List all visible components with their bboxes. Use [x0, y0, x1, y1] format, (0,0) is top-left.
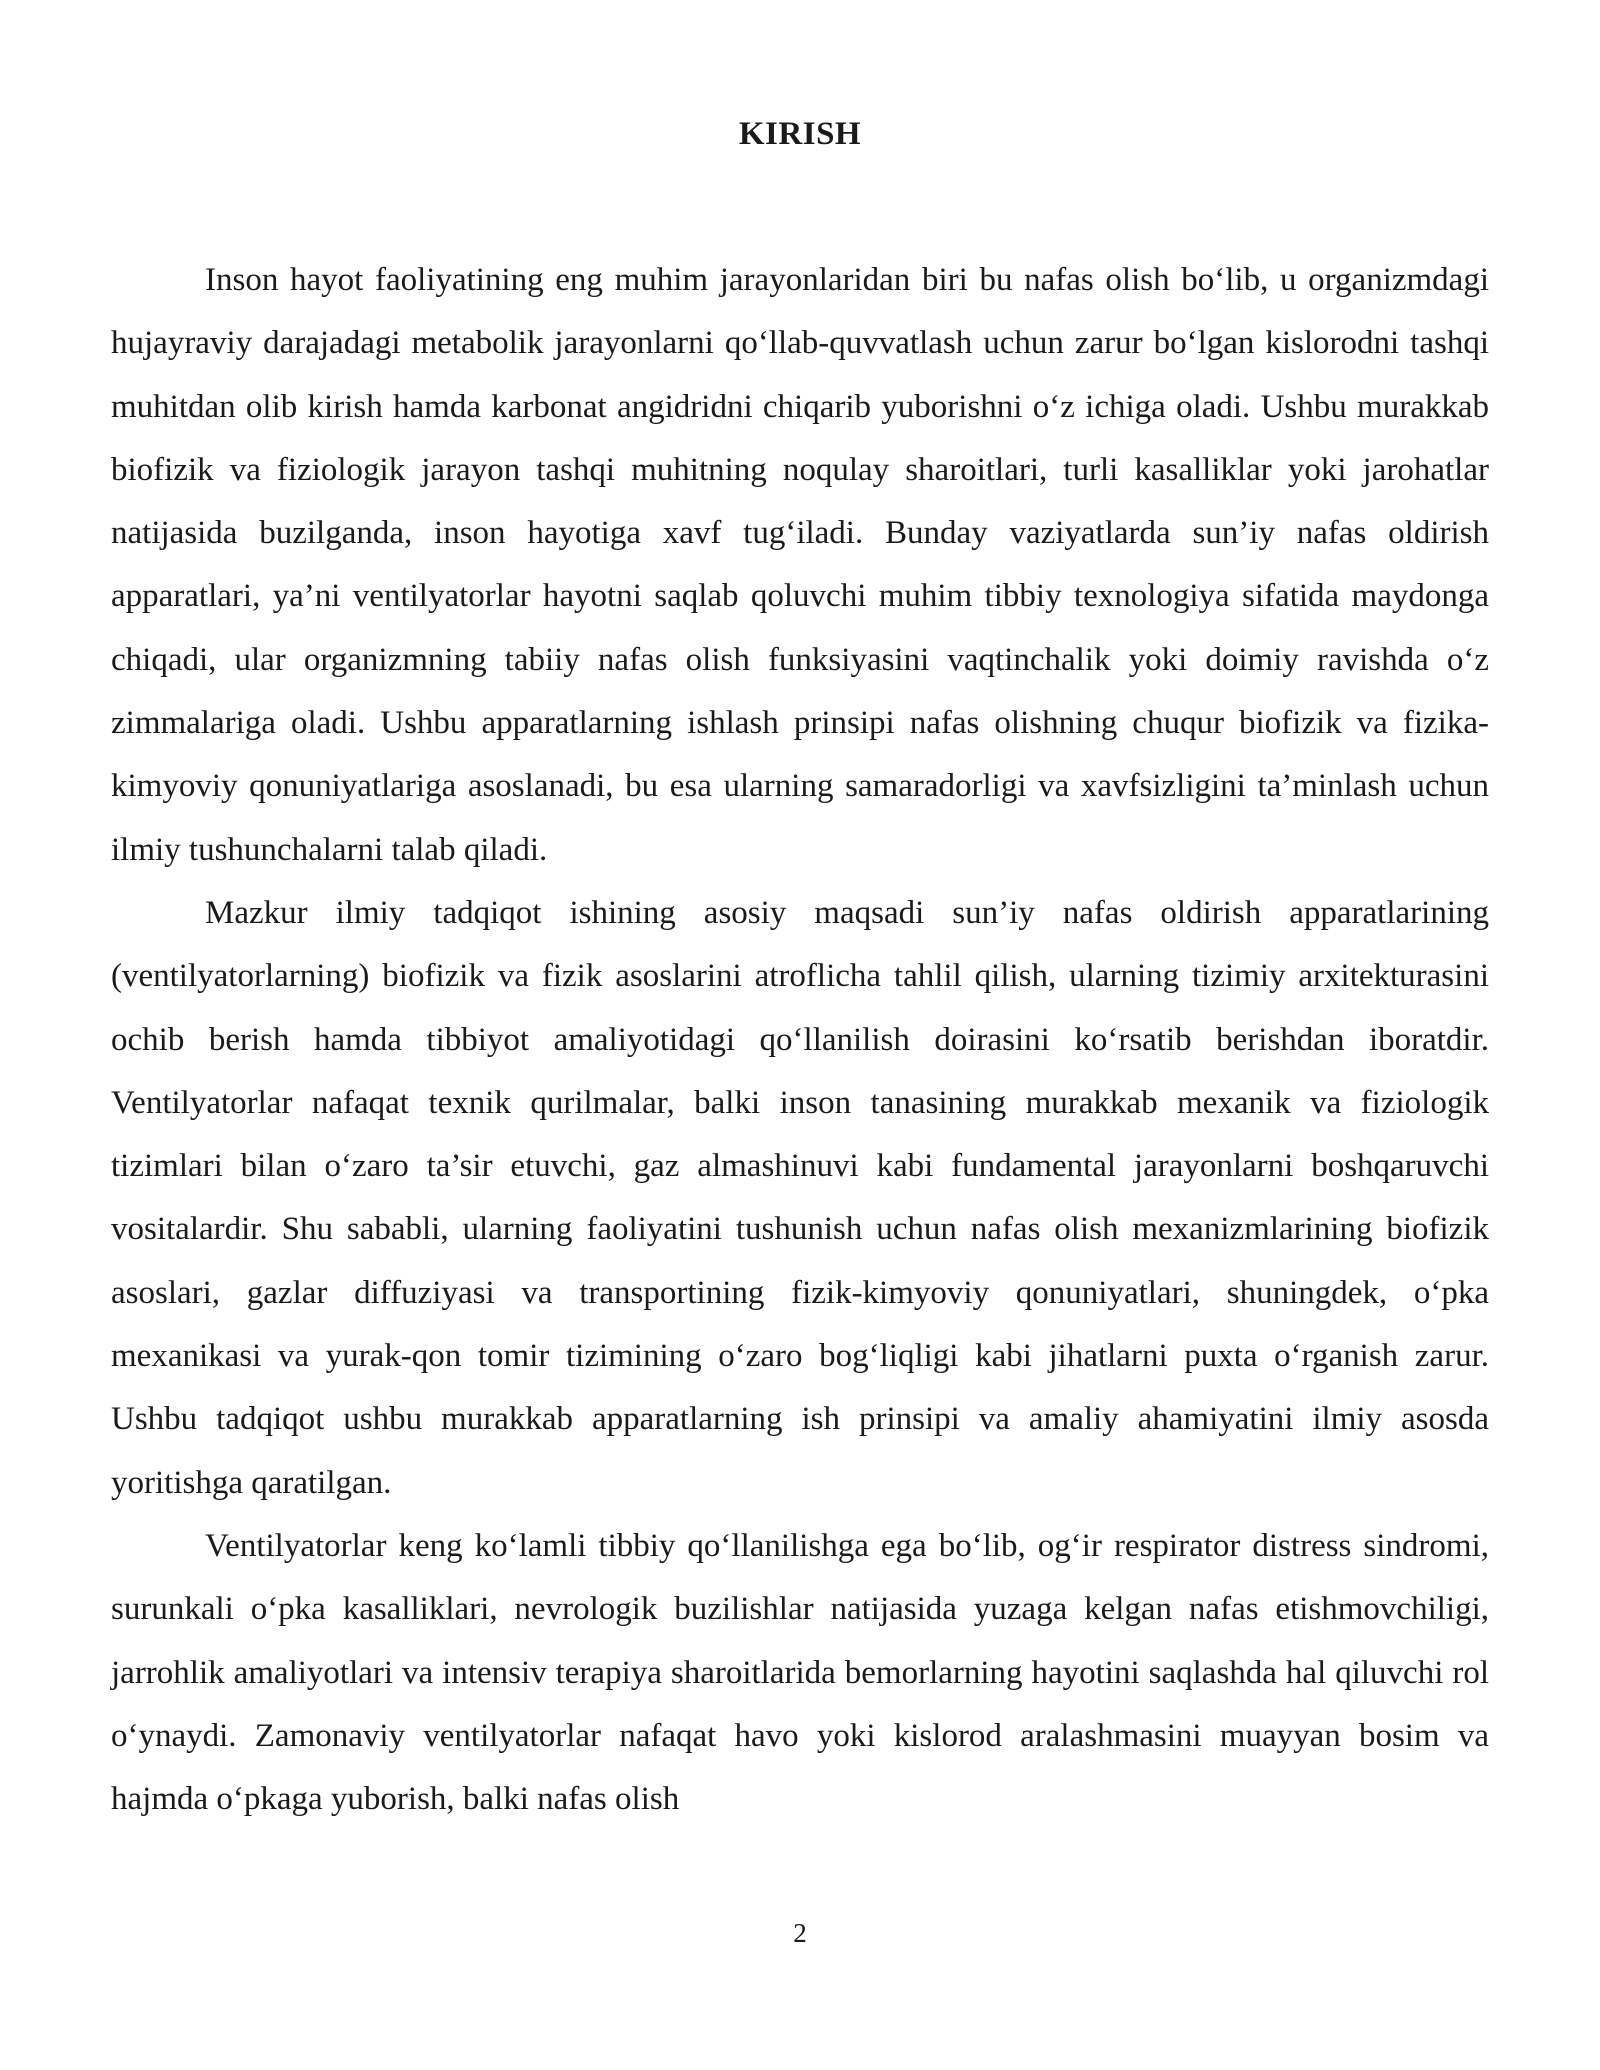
- paragraph-3: Ventilyatorlar keng ko‘lamli tibbiy qo‘llanilishga ega bo‘lib, og‘ir respirator distress sindromi, surunkali o‘pka kasalliklari, nevrologik buzilishlar natijasida yuzaga kelgan nafas etishmovchiligi, jarrohlik amaliyotlari va intensiv terapiya sharoitlarida bemorlarning hayotini saqlashda hal qiluvchi rol o‘ynaydi. Zamonaviy ventilyatorlar nafaqat havo yoki kislorod aralashmasini muayyan bosim va hajmda o‘pkaga yuborish, balki nafas olish: [111, 1527, 1489, 1818]
- paragraph-1: Inson hayot faoliyatining eng muhim jarayonlaridan biri bu nafas olish bo‘lib, u organizmdagi hujayraviy darajadagi metabolik jarayonlarni qo‘llab-quvvatlash uchun zarur bo‘lgan kislorodni tashqi muhitdan olib kirish hamda karbonat angidridni chiqarib yuborishni o‘z ichiga oladi. Ushbu murakkab biofizik va fiziologik jarayon tashqi muhitning noqulay sharoitlari, turli kasalliklar yoki jarohatlar natijasida buzilganda, inson hayotiga xavf tug‘iladi. Bunday vaziyatlarda sun’iy nafas oldirish apparatlari, ya’ni ventilyatorlar hayotni saqlab qoluvchi muhim tibbiy texnologiya sifatida maydonga chiqadi, ular organizmning tabiiy nafas olish funksiyasini vaqtinchalik yoki doimiy ravishda o‘z zimmalariga oladi. Ushbu apparatlarning ishlash prinsipi nafas olishning chuqur biofizik va fizika-kimyoviy qonuniyatlariga asoslanadi, bu esa ularning samaradorligi va xavfsizligini ta’minlash uchun ilmiy tushunchalarni talab qiladi.: [111, 262, 1489, 868]
- body-text: [111, 249, 1489, 1831]
- page-title: KIRISH: [738, 116, 862, 152]
- page-number: 2: [793, 1918, 807, 1948]
- paragraph-2: Mazkur ilmiy tadqiqot ishining asosiy maqsadi sun’iy nafas oldirish apparatlarining (ventilyatorlarning) biofizik va fizik asoslarini atroflicha tahlil qilish, ularning tizimiy arxitekturasini ochib berish hamda tibbiyot amaliyotidagi qo‘llanilish doirasini ko‘rsatib berishdan iboratdir. Ventilyatorlar nafaqat texnik qurilmalar, balki inson tanasining murakkab mexanik va fiziologik tizimlari bilan o‘zaro ta’sir etuvchi, gaz almashinuvi kabi fundamental jarayonlarni boshqaruvchi vositalardir. Shu sababli, ularning faoliyatini tushunish uchun nafas olish mexanizmlarining biofizik asoslari, gazlar diffuziyasi va transportining fizik-kimyoviy qonuniyatlari, shuningdek, o‘pka mexanikasi va yurak-qon tomir tizimining o‘zaro bog‘liqligi kabi jihatlarni puxta o‘rganish zarur. Ushbu tadqiqot ushbu murakkab apparatlarning ish prinsipi va amaliy ahamiyatini ilmiy asosda yoritishga qaratilgan.: [111, 894, 1489, 1501]
